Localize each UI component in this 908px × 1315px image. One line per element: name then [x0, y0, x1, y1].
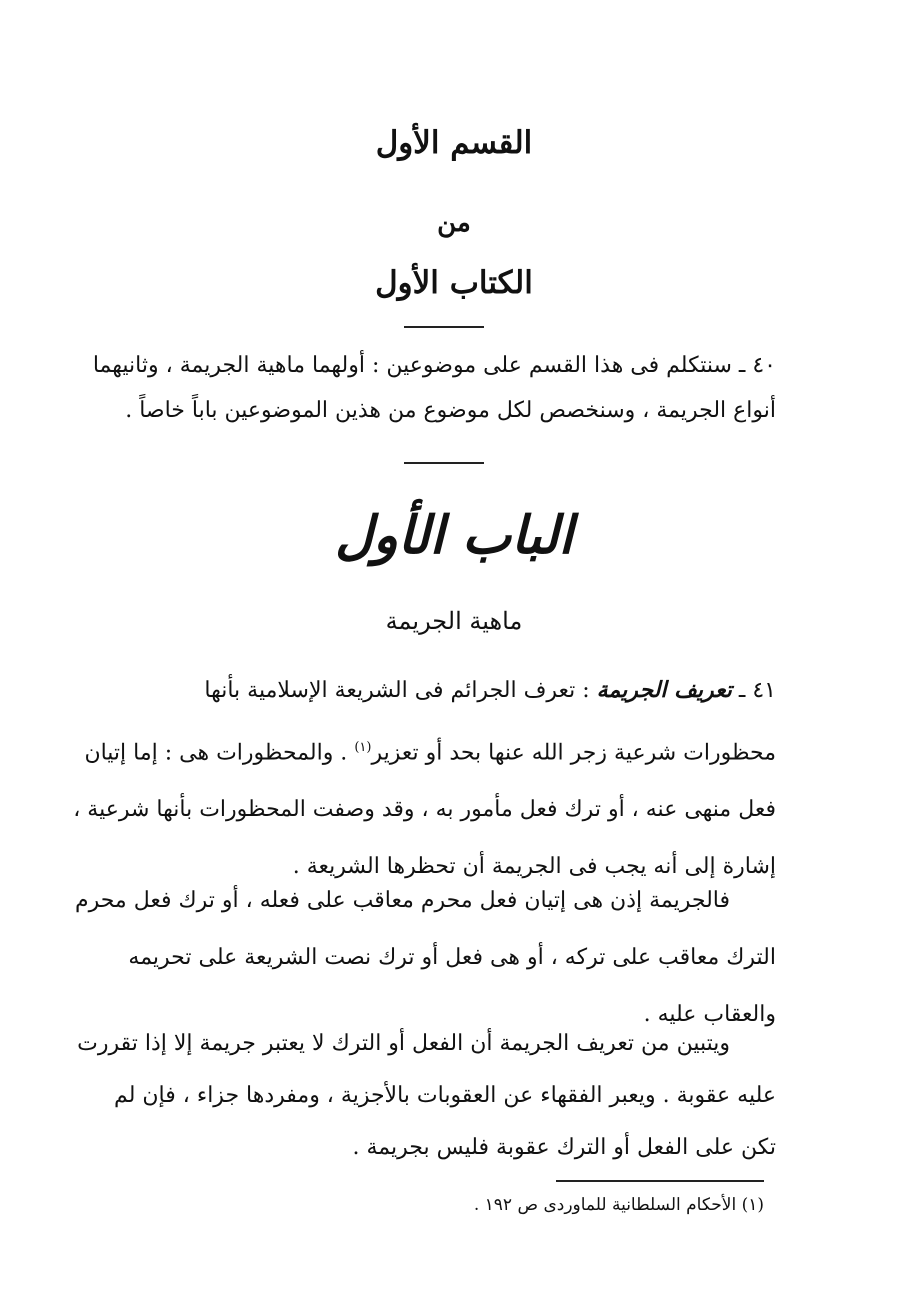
part-title: القسم الأول	[375, 125, 533, 161]
from-label: من	[437, 208, 471, 238]
book-title: الكتاب الأول	[375, 265, 533, 301]
paragraph-2-line-1: فالجريمة إذن هى إتيان فعل محرم معاقب على فعله ، أو ترك فعل محرم	[74, 888, 730, 913]
intro-paragraph	[92, 343, 776, 433]
paragraph-2-line-3: والعقاب عليه .	[643, 1002, 776, 1027]
paragraph-3-line-1: ويتبين من تعريف الجريمة أن الفعل أو الترك لا يعتبر جريمة إلا إذا تقررت	[77, 1031, 730, 1056]
definition-line-2-text-a: محظورات شرعية زجر الله عنها بحد أو تعزير	[371, 740, 776, 766]
definition-line-1-text: : تعرف الجرائم فى الشريعة الإسلامية بأنها	[204, 678, 590, 703]
footnote-divider	[556, 1180, 764, 1182]
definition-line-4: إشارة إلى أنه يجب فى الجريمة أن تحظرها الشريعة .	[292, 854, 776, 880]
intro-line-2: أنواع الجريمة ، وسنخصص لكل موضوع من هذين الموضوعين باباً خاصاً .	[125, 398, 776, 423]
divider-top	[404, 326, 484, 328]
definition-line-2	[84, 719, 776, 781]
divider-middle	[404, 462, 484, 464]
paragraph-2-line-2: الترك معاقب على تركه ، أو هى فعل أو ترك نصت الشريعة على تحريمه	[128, 945, 776, 970]
intro-line-1: ٤٠ ـ سنتكلم فى هذا القسم على موضوعين : أولهما ماهية الجريمة ، وثانيهما	[92, 353, 776, 378]
paragraph-3-line-3: تكن على الفعل أو الترك عقوبة فليس بجريمة .	[352, 1135, 776, 1160]
definition-line-2-text-b: . والمحظورات هى : إما إتيان	[84, 740, 348, 766]
chapter-title: الباب الأول	[335, 505, 573, 566]
definition-paragraph	[73, 662, 776, 895]
definition-heading: تعريف الجريمة	[596, 677, 732, 703]
paragraph-number: ٤١ ـ	[738, 678, 776, 703]
footnote-marker: (١)	[354, 740, 372, 755]
footnote: (١) الأحكام السلطانية للماوردى ص ١٩٢ .	[473, 1195, 764, 1215]
definition-line-3: فعل منهى عنه ، أو ترك فعل مأمور به ، وقد وصفت المحظورات بأنها شرعية ،	[73, 797, 776, 823]
paragraph-3-line-2: عليه عقوبة . ويعبر الفقهاء عن العقوبات بالأجزية ، ومفردها جزاء ، فإن لم	[114, 1083, 776, 1108]
paragraph-3	[77, 1018, 776, 1174]
definition-line-1	[112, 662, 776, 719]
chapter-subtitle: ماهية الجريمة	[385, 607, 523, 635]
